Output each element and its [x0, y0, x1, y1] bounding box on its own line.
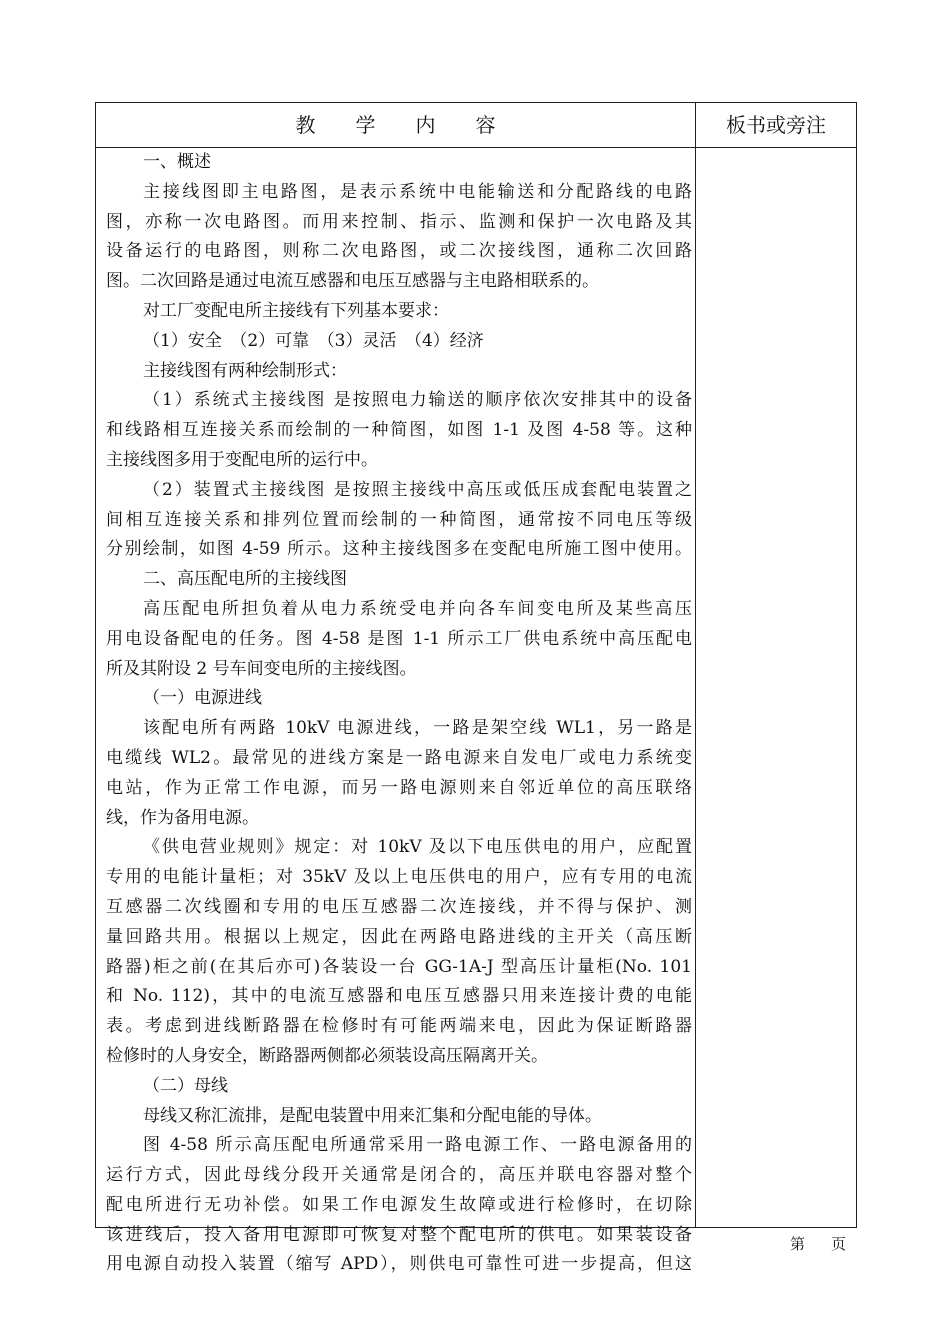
text-line: 主接线图多用于变配电所的运行中。 [106, 449, 378, 470]
text-line: 所及其附设 2 号车间变电所的主接线图。 [106, 658, 417, 679]
text-line: 图，亦称一次电路图。而用来控制、指示、监测和保护一次电路及其 [106, 211, 692, 232]
text-line: 线，作为备用电源。 [106, 807, 259, 828]
text-line: 表。考虑到进线断路器在检修时有可能两端来电，因此为保证断路器 [106, 1016, 692, 1037]
text-line: （2）装置式主接线图 是按照主接线中高压或低压成套配电装置之 [143, 479, 692, 500]
text-line: 该配电所有两路 10kV 电源进线，一路是架空线 WL1，另一路是 [143, 718, 692, 739]
text-line: 分别绘制，如图 4-59 所示。这种主接线图多在变配电所施工图中使用。 [106, 539, 692, 560]
text-line: 运行方式，因此母线分段开关通常是闭合的，高压并联电容器对整个 [106, 1165, 692, 1186]
table-header-row [96, 103, 856, 148]
header-board-notes: 板书或旁注 [726, 113, 826, 137]
text-line: 路器)柜之前(在其后亦可)各装设一台 GG-1A-J 型高压计量柜(No. 101 [106, 956, 692, 977]
section-heading: 一、概述 [143, 152, 211, 172]
text-line: 主接线图有两种绘制形式： [143, 360, 347, 381]
text-line: 电站，作为正常工作电源，而另一路电源则来自邻近单位的高压联络 [106, 777, 692, 798]
text-line: 量回路共用。根据以上规定，因此在两路电路进线的主开关（高压断 [106, 926, 692, 947]
text-line: 主接线图即主电路图，是表示系统中电能输送和分配路线的电路 [143, 181, 692, 202]
text-line: 和线路相互连接关系而绘制的一种简图，如图 1-1 及图 4-58 等。这种 [106, 420, 692, 441]
text-line: 配电所进行无功补偿。如果工作电源发生故障或进行检修时，在切除 [106, 1194, 692, 1215]
text-line: 《供电营业规则》规定：对 10kV 及以下电压供电的用户，应配置 [143, 837, 692, 858]
text-line: （1）系统式主接线图 是按照电力输送的顺序依次安排其中的设备 [143, 390, 692, 411]
text-line: 母线又称汇流排，是配电装置中用来汇集和分配电能的导体。 [143, 1105, 602, 1126]
text-line: 电缆线 WL2。最常见的进线方案是一路电源来自发电厂或电力系统变 [106, 747, 692, 768]
text-line: （1）安全 （2）可靠 （3）灵活 （4）经济 [143, 330, 484, 351]
text-line: 图。二次回路是通过电流互感器和电压互感器与主电路相联系的。 [106, 271, 599, 292]
section-heading: （二）母线 [143, 1075, 228, 1096]
page-footer [790, 1233, 846, 1254]
text-line: 设备运行的电路图，则称二次电路图，或二次接线图，通称二次回路 [106, 241, 692, 262]
text-line: 互感器二次线圈和专用的电压互感器二次连接线，并不得与保护、测 [106, 896, 692, 917]
text-line: 和 No. 112)，其中的电流互感器和电压互感器只用来连接计费的电能 [106, 986, 692, 1007]
footer-page-prefix: 第 [790, 1235, 806, 1253]
text-line: 对工厂变配电所主接线有下列基本要求： [143, 300, 449, 321]
header-teaching-content: 教 学 内 容 [295, 113, 496, 137]
text-line: 专用的电能计量柜；对 35kV 及以上电压供电的用户，应有专用的电流 [106, 867, 692, 888]
column-divider [695, 103, 696, 1227]
teaching-content-body [106, 148, 692, 1280]
text-line: 用电源自动投入装置（缩写 APD），则供电可靠性可进一步提高，但这 [106, 1254, 692, 1275]
section-heading: （一）电源进线 [143, 688, 262, 709]
text-line: 高压配电所担负着从电力系统受电并向各车间变电所及某些高压 [143, 598, 692, 619]
text-line: 检修时的人身安全，断路器两侧都必须装设高压隔离开关。 [106, 1045, 548, 1066]
section-heading: 二、高压配电所的主接线图 [143, 569, 347, 590]
footer-page-suffix: 页 [831, 1235, 847, 1253]
text-line: 该进线后，投入备用电源即可恢复对整个配电所的供电。如果装设备 [106, 1224, 692, 1245]
text-line: 用电设备配电的任务。图 4-58 是图 1-1 所示工厂供电系统中高压配电 [106, 628, 692, 649]
text-line: 图 4-58 所示高压配电所通常采用一路电源工作、一路电源备用的 [143, 1135, 692, 1156]
lesson-table [95, 102, 857, 1275]
text-line: 间相互连接关系和排列位置而绘制的一种简图，通常按不同电压等级 [106, 509, 692, 530]
